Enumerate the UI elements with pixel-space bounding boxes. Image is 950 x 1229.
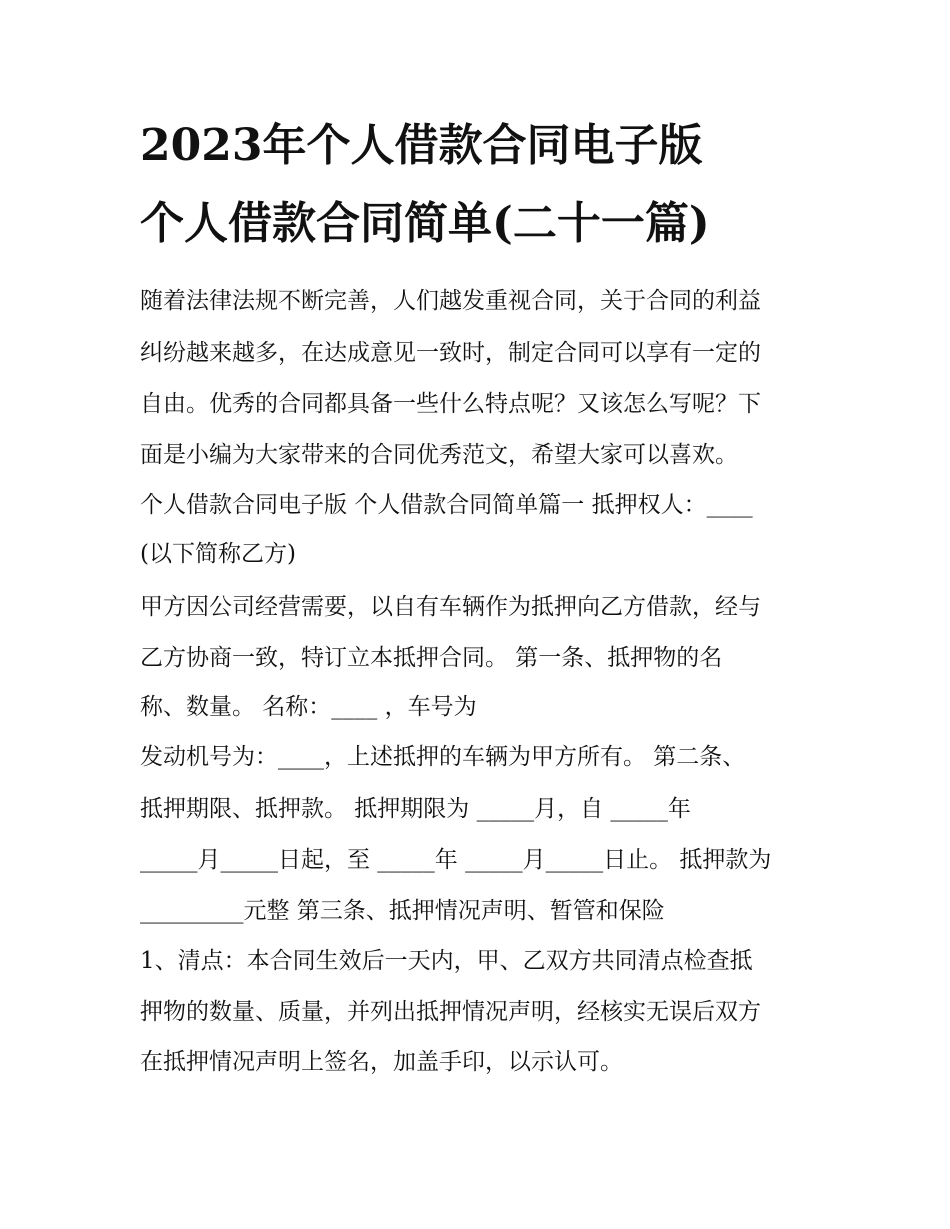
body-text-line: 纠纷越来越多，在达成意见一致时，制定合同可以享有一定的	[140, 340, 761, 366]
body-text-line: 自由。优秀的合同都具备一些什么特点呢？又该怎么写呢？下	[140, 391, 761, 417]
body-text-line: _____月_____日起，至 _____年 _____月_____日止。 抵押款为	[140, 847, 772, 873]
body-text-line: 随着法律法规不断完善，人们越发重视合同，关于合同的利益	[140, 288, 761, 314]
body-text-line: 发动机号为：____，上述抵押的车辆为甲方所有。 第二条、	[140, 744, 746, 770]
body-text-line: 在抵押情况声明上签名，加盖手印，以示认可。	[140, 1049, 623, 1075]
document-title-line-2: 个人借款合同简单(二十一篇)	[140, 198, 710, 249]
document-title-line-1: 2023年个人借款合同电子版	[140, 120, 703, 171]
body-text-line: 称、数量。 名称：____ ，车号为	[140, 694, 477, 720]
body-text-line: 乙方协商一致，特订立本抵押合同。 第一条、抵押物的名	[140, 645, 723, 671]
body-text-line: 个人借款合同电子版 个人借款合同简单篇一 抵押权人：____	[140, 492, 753, 518]
body-text-line: 甲方因公司经营需要，以自有车辆作为抵押向乙方借款，经与	[140, 594, 761, 620]
body-text-line: (以下简称乙方)	[140, 541, 296, 567]
body-text-line: 抵押期限、抵押款。 抵押期限为 _____月，自 _____年	[140, 796, 691, 822]
body-text-line: 押物的数量、质量，并列出抵押情况声明，经核实无误后双方	[140, 999, 761, 1025]
body-text-line: 1、清点：本合同生效后一天内，甲、乙双方共同清点检查抵	[140, 948, 753, 974]
body-text-line: _________元整 第三条、抵押情况声明、暂管和保险	[140, 898, 665, 924]
body-text-line: 面是小编为大家带来的合同优秀范文，希望大家可以喜欢。	[140, 442, 738, 468]
